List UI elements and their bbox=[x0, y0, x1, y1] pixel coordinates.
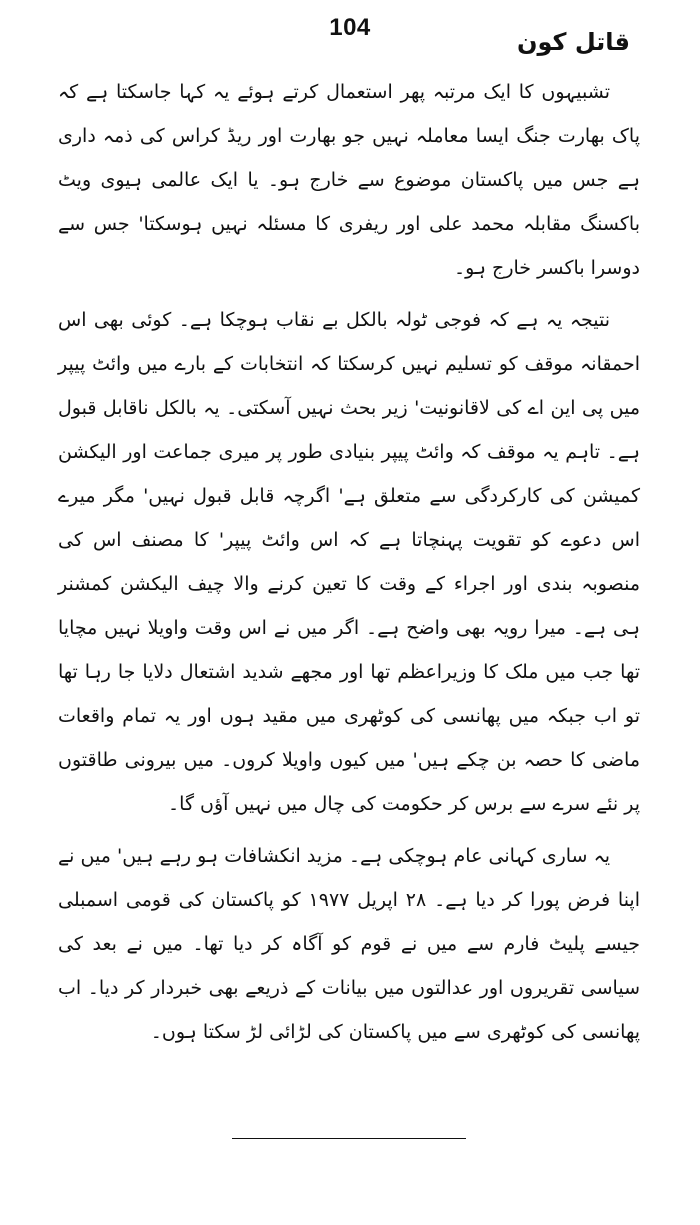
running-head-title: قاتل کون bbox=[516, 28, 630, 56]
page-number: 104 bbox=[329, 14, 371, 41]
footnote-divider-line bbox=[232, 1138, 466, 1139]
paragraph-1: تشبیہوں کا ایک مرتبہ پھر استعمال کرتے ہوئے یہ کہا جاسکتا ہے کہ پاک بھارت جنگ ایسا معاملہ نہیں جو بھارت اور ریڈ کراس کی ذمہ داری ہے جس میں پاکستان موضوع سے خارج ہو۔ یا ایک عالمی ہیوی ویٹ باکسنگ مقابلہ محمد علی اور ریفری کا مسئلہ نہیں ہوسکتا' جس سے دوسرا باکسر خارج ہو۔ bbox=[58, 81, 640, 279]
body-text bbox=[58, 70, 640, 1062]
paragraph-2: نتیجہ یہ ہے کہ فوجی ٹولہ بالکل بے نقاب ہوچکا ہے۔ کوئی بھی اس احمقانہ موقف کو تسلیم نہیں کرسکتا کہ انتخابات کے بارے میں وائٹ پیپر میں پی این اے کی لاقانونیت' زیر بحث نہیں آسکتی۔ یہ بالکل ناقابل قبول ہے۔ تاہم یہ موقف کہ وائٹ پیپر بنیادی طور پر میری جماعت اور الیکشن کمیشن کی کارکردگی سے متعلق ہے' اگرچہ قابل قبول نہیں' مگر میرے اس دعوے کو تقویت پہنچاتا ہے کہ اس وائٹ پیپر' کا مصنف اس کی منصوبہ بندی اور اجراء کے وقت کا تعین کرنے والا چیف الیکشن کمشنر ہی ہے۔ میرا رویہ بھی واضح ہے۔ اگر میں نے اس وقت واویلا نہیں مچایا تھا جب میں ملک کا وزیراعظم تھا اور مجھے شدید اشتعال دلایا جا رہا تھا تو اب جبکہ میں پھانسی کی کوٹھری میں مقید ہوں اور یہ تمام واقعات ماضی کا حصہ بن چکے ہیں' میں کیوں واویلا کروں۔ میں بیرونی طاقتوں پر نئے سرے سے برس کر حکومت کی چال میں نہیں آؤں گا۔ bbox=[58, 309, 640, 815]
paragraph-3: یہ ساری کہانی عام ہوچکی ہے۔ مزید انکشافات ہو رہے ہیں' میں نے اپنا فرض پورا کر دیا ہے۔ ۲۸ اپریل ۱۹۷۷ کو پاکستان کی قومی اسمبلی جیسے پلیٹ فارم سے میں نے قوم کو آگاہ کر دیا تھا۔ میں نے بعد کی سیاسی تقریروں اور عدالتوں میں بیانات کے ذریعے بھی خبردار کر دیا۔ اب پھانسی کی کوٹھری سے میں پاکستان کی لڑائی لڑ سکتا ہوں۔ bbox=[58, 845, 640, 1043]
